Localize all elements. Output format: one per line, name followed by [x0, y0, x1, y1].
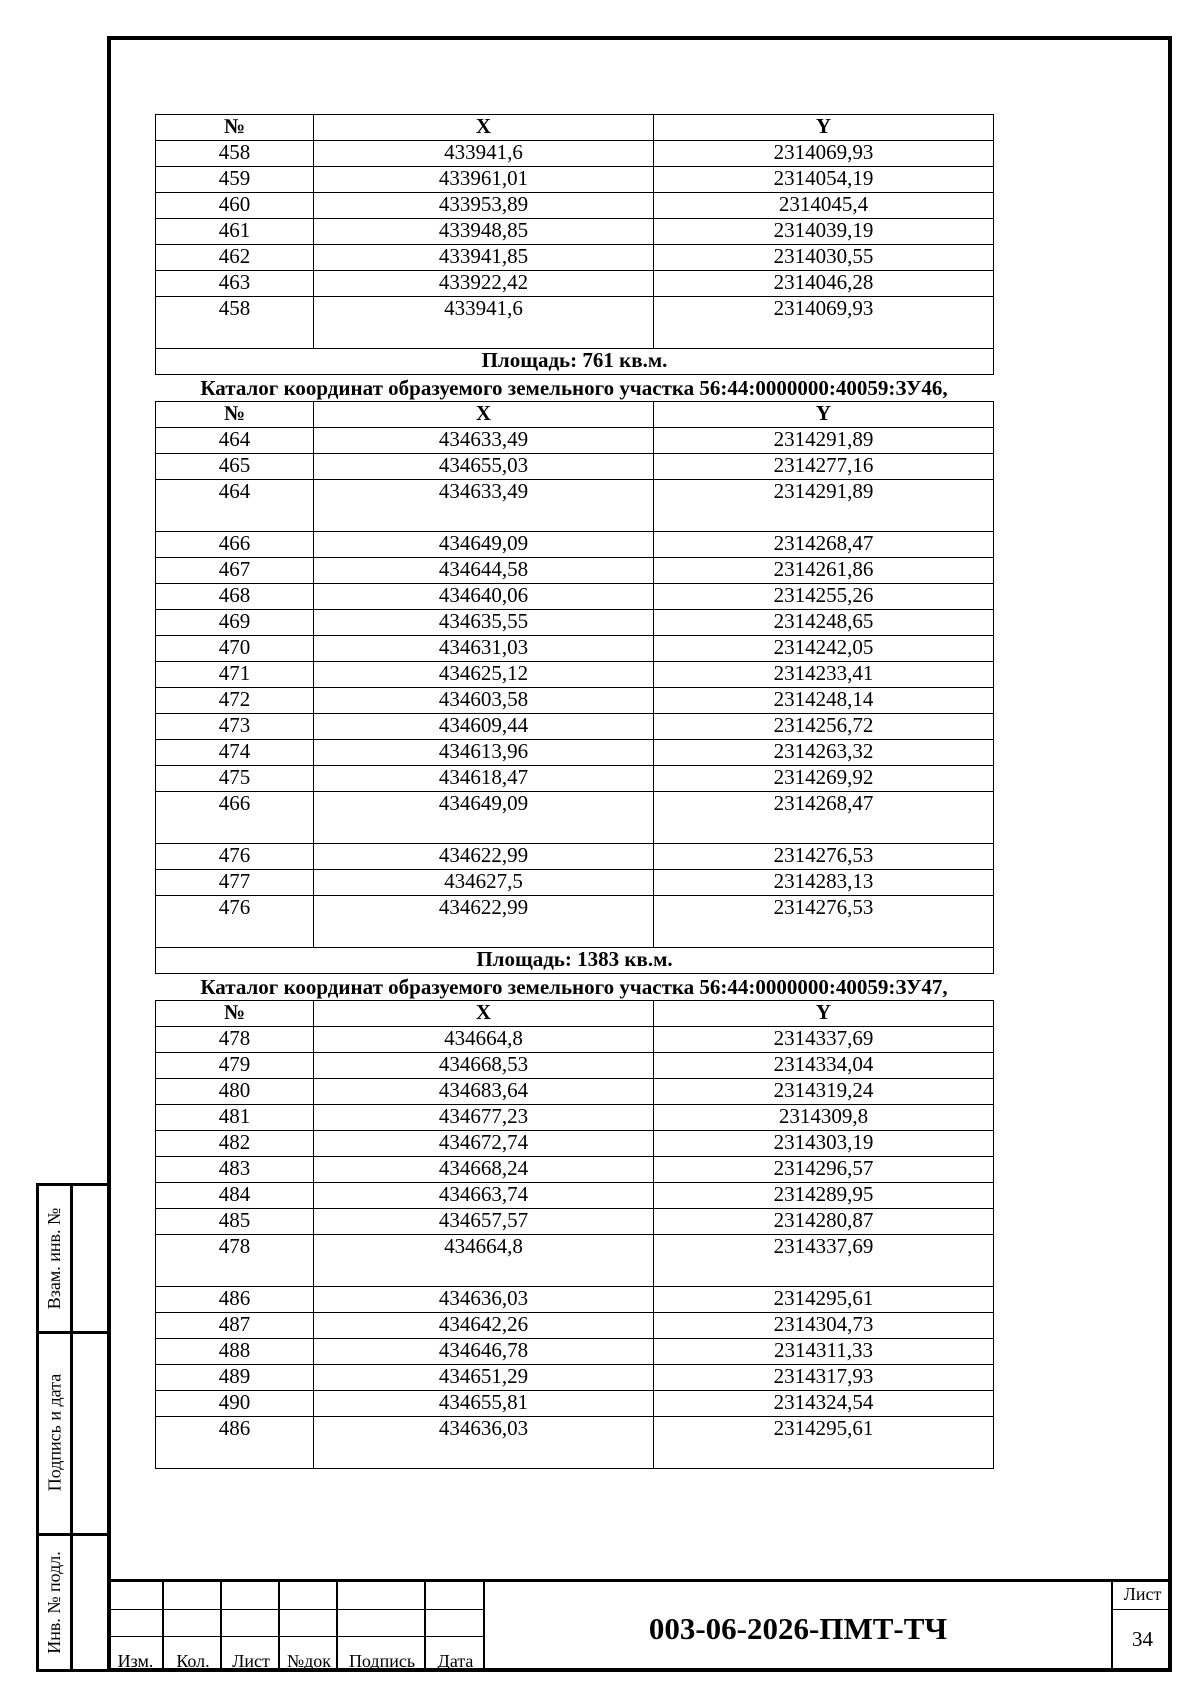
y-coordinate: 2314337,69 [654, 1027, 994, 1053]
x-coordinate: 433953,89 [314, 193, 654, 219]
table-header-row [156, 115, 994, 141]
coordinates-content [155, 114, 993, 1469]
y-coordinate: 2314319,24 [654, 1079, 994, 1105]
point-number: 490 [156, 1391, 314, 1417]
point-number: 482 [156, 1131, 314, 1157]
table-body [156, 428, 994, 948]
y-coordinate: 2314304,73 [654, 1313, 994, 1339]
x-coordinate: 434644,58 [314, 558, 654, 584]
table-row [156, 1183, 994, 1209]
table-row [156, 636, 994, 662]
table-row [156, 141, 994, 167]
col-izm: Изм. [107, 1582, 164, 1672]
table-row [156, 610, 994, 636]
col-podpis: Подпись [338, 1582, 426, 1672]
y-coordinate: 2314069,93 [654, 141, 994, 167]
point-number: 486 [156, 1287, 314, 1313]
document-code: 003-06-2026-ПМТ-ТЧ [648, 1610, 948, 1646]
y-coordinate: 2314337,69 [654, 1235, 994, 1287]
x-coordinate: 434683,64 [314, 1079, 654, 1105]
point-number: 486 [156, 1417, 314, 1469]
table-row [156, 271, 994, 297]
point-number: 488 [156, 1339, 314, 1365]
point-number: 462 [156, 245, 314, 271]
x-coordinate: 433941,85 [314, 245, 654, 271]
table-row [156, 193, 994, 219]
y-coordinate: 2314269,92 [654, 766, 994, 792]
y-coordinate: 2314280,87 [654, 1209, 994, 1235]
point-number: 468 [156, 584, 314, 610]
x-coordinate: 433922,42 [314, 271, 654, 297]
y-coordinate: 2314296,57 [654, 1157, 994, 1183]
area-value: Площадь: 761 кв.м. [156, 349, 994, 375]
x-coordinate: 434618,47 [314, 766, 654, 792]
x-coordinate: 434649,09 [314, 532, 654, 558]
x-coordinate: 434672,74 [314, 1131, 654, 1157]
x-coordinate: 434609,44 [314, 714, 654, 740]
x-coordinate: 434631,03 [314, 636, 654, 662]
table-row [156, 1417, 994, 1469]
table-row [156, 792, 994, 844]
x-coordinate: 434663,74 [314, 1183, 654, 1209]
header-x: X [314, 115, 654, 141]
table-row [156, 896, 994, 948]
y-coordinate: 2314309,8 [654, 1105, 994, 1131]
y-coordinate: 2314248,14 [654, 688, 994, 714]
x-coordinate: 434636,03 [314, 1287, 654, 1313]
y-coordinate: 2314295,61 [654, 1417, 994, 1469]
col-list: Лист [222, 1582, 280, 1672]
x-coordinate: 433961,01 [314, 167, 654, 193]
x-coordinate: 434668,24 [314, 1157, 654, 1183]
catalog-title-zu46: Каталог координат образуемого земельного участка 56:44:0000000:40059:ЗУ46, [200, 376, 948, 400]
sheet-number: 34 [1132, 1627, 1153, 1651]
point-number: 478 [156, 1235, 314, 1287]
point-number: 464 [156, 428, 314, 454]
x-coordinate: 434664,8 [314, 1235, 654, 1287]
y-coordinate: 2314295,61 [654, 1287, 994, 1313]
point-number: 476 [156, 896, 314, 948]
table-row [156, 428, 994, 454]
x-coordinate: 434657,57 [314, 1209, 654, 1235]
catalog-title-zu47: Каталог координат образуемого земельного участка 56:44:0000000:40059:ЗУ47, [200, 975, 948, 999]
x-coordinate: 434649,09 [314, 792, 654, 844]
x-coordinate: 434633,49 [314, 428, 654, 454]
x-coordinate: 434633,49 [314, 480, 654, 532]
point-number: 477 [156, 870, 314, 896]
y-coordinate: 2314030,55 [654, 245, 994, 271]
y-coordinate: 2314263,32 [654, 740, 994, 766]
table-row [156, 1287, 994, 1313]
x-coordinate: 433948,85 [314, 219, 654, 245]
area-row [156, 948, 994, 974]
table-row [156, 1053, 994, 1079]
y-coordinate: 2314317,93 [654, 1365, 994, 1391]
header-number: № [156, 1001, 314, 1027]
table-row [156, 740, 994, 766]
x-coordinate: 434642,26 [314, 1313, 654, 1339]
title-block [107, 1579, 1172, 1672]
point-number: 485 [156, 1209, 314, 1235]
table-row [156, 1131, 994, 1157]
coordinates-table-3 [155, 1000, 994, 1469]
table-row [156, 558, 994, 584]
x-coordinate: 434655,81 [314, 1391, 654, 1417]
table-row [156, 766, 994, 792]
point-number: 478 [156, 1027, 314, 1053]
point-number: 467 [156, 558, 314, 584]
point-number: 475 [156, 766, 314, 792]
header-y: Y [654, 402, 994, 428]
point-number: 469 [156, 610, 314, 636]
table-body [156, 1027, 994, 1469]
table-row [156, 167, 994, 193]
y-coordinate: 2314256,72 [654, 714, 994, 740]
y-coordinate: 2314242,05 [654, 636, 994, 662]
table-row [156, 584, 994, 610]
y-coordinate: 2314324,54 [654, 1391, 994, 1417]
table-row [156, 1105, 994, 1131]
table-header-row [156, 402, 994, 428]
header-number: № [156, 402, 314, 428]
table-row [156, 219, 994, 245]
table-row [156, 844, 994, 870]
col-kol: Кол. [164, 1582, 222, 1672]
y-coordinate: 2314268,47 [654, 792, 994, 844]
header-x: X [314, 402, 654, 428]
col-data: Дата [426, 1582, 485, 1672]
area-row [156, 349, 994, 375]
y-coordinate: 2314303,19 [654, 1131, 994, 1157]
point-number: 481 [156, 1105, 314, 1131]
x-coordinate: 434668,53 [314, 1053, 654, 1079]
point-number: 484 [156, 1183, 314, 1209]
vzam-inv-label: Взам. инв. № [44, 1207, 64, 1310]
y-coordinate: 2314291,89 [654, 480, 994, 532]
header-number: № [156, 115, 314, 141]
header-y: Y [654, 115, 994, 141]
y-coordinate: 2314334,04 [654, 1053, 994, 1079]
point-number: 479 [156, 1053, 314, 1079]
table-row [156, 870, 994, 896]
header-x: X [314, 1001, 654, 1027]
y-coordinate: 2314069,93 [654, 297, 994, 349]
table-header-row [156, 1001, 994, 1027]
table-row [156, 480, 994, 532]
table-row [156, 1339, 994, 1365]
point-number: 458 [156, 297, 314, 349]
x-coordinate: 434622,99 [314, 896, 654, 948]
col-ndok: №док [280, 1582, 338, 1672]
point-number: 474 [156, 740, 314, 766]
point-number: 470 [156, 636, 314, 662]
table-row [156, 1209, 994, 1235]
coordinates-table-2 [155, 401, 994, 974]
point-number: 472 [156, 688, 314, 714]
y-coordinate: 2314046,28 [654, 271, 994, 297]
point-number: 471 [156, 662, 314, 688]
coordinates-table-1 [155, 114, 994, 375]
point-number: 480 [156, 1079, 314, 1105]
point-number: 473 [156, 714, 314, 740]
point-number: 476 [156, 844, 314, 870]
y-coordinate: 2314039,19 [654, 219, 994, 245]
table-row [156, 1079, 994, 1105]
point-number: 487 [156, 1313, 314, 1339]
header-y: Y [654, 1001, 994, 1027]
y-coordinate: 2314248,65 [654, 610, 994, 636]
table-row [156, 532, 994, 558]
sheet-box [1111, 1579, 1172, 1672]
table-row [156, 1027, 994, 1053]
podpis-data-label: Подпись и дата [44, 1373, 64, 1491]
table-row [156, 662, 994, 688]
y-coordinate: 2314276,53 [654, 844, 994, 870]
table-row [156, 297, 994, 349]
x-coordinate: 434664,8 [314, 1027, 654, 1053]
point-number: 459 [156, 167, 314, 193]
point-number: 483 [156, 1157, 314, 1183]
point-number: 463 [156, 271, 314, 297]
point-number: 466 [156, 792, 314, 844]
y-coordinate: 2314261,86 [654, 558, 994, 584]
point-number: 489 [156, 1365, 314, 1391]
x-coordinate: 434651,29 [314, 1365, 654, 1391]
x-coordinate: 434622,99 [314, 844, 654, 870]
area-value: Площадь: 1383 кв.м. [156, 948, 994, 974]
x-coordinate: 434640,06 [314, 584, 654, 610]
y-coordinate: 2314277,16 [654, 454, 994, 480]
point-number: 461 [156, 219, 314, 245]
table-body [156, 141, 994, 349]
point-number: 458 [156, 141, 314, 167]
y-coordinate: 2314233,41 [654, 662, 994, 688]
x-coordinate: 434636,03 [314, 1417, 654, 1469]
y-coordinate: 2314291,89 [654, 428, 994, 454]
y-coordinate: 2314311,33 [654, 1339, 994, 1365]
y-coordinate: 2314289,95 [654, 1183, 994, 1209]
y-coordinate: 2314268,47 [654, 532, 994, 558]
y-coordinate: 2314045,4 [654, 193, 994, 219]
x-coordinate: 433941,6 [314, 297, 654, 349]
table-row [156, 1391, 994, 1417]
table-row [156, 688, 994, 714]
table-row [156, 454, 994, 480]
point-number: 464 [156, 480, 314, 532]
inv-podl-label: Инв. № подл. [44, 1551, 64, 1654]
y-coordinate: 2314255,26 [654, 584, 994, 610]
point-number: 465 [156, 454, 314, 480]
x-coordinate: 434627,5 [314, 870, 654, 896]
y-coordinate: 2314054,19 [654, 167, 994, 193]
x-coordinate: 434603,58 [314, 688, 654, 714]
table-row [156, 1365, 994, 1391]
point-number: 460 [156, 193, 314, 219]
side-stamp [36, 1183, 107, 1672]
x-coordinate: 433941,6 [314, 141, 654, 167]
table-row [156, 245, 994, 271]
table-row [156, 1235, 994, 1287]
table-row [156, 1157, 994, 1183]
x-coordinate: 434635,55 [314, 610, 654, 636]
y-coordinate: 2314283,13 [654, 870, 994, 896]
x-coordinate: 434625,12 [314, 662, 654, 688]
x-coordinate: 434655,03 [314, 454, 654, 480]
table-row [156, 714, 994, 740]
x-coordinate: 434646,78 [314, 1339, 654, 1365]
x-coordinate: 434677,23 [314, 1105, 654, 1131]
x-coordinate: 434613,96 [314, 740, 654, 766]
table-row [156, 1313, 994, 1339]
y-coordinate: 2314276,53 [654, 896, 994, 948]
point-number: 466 [156, 532, 314, 558]
sheet-label: Лист [1113, 1579, 1172, 1610]
